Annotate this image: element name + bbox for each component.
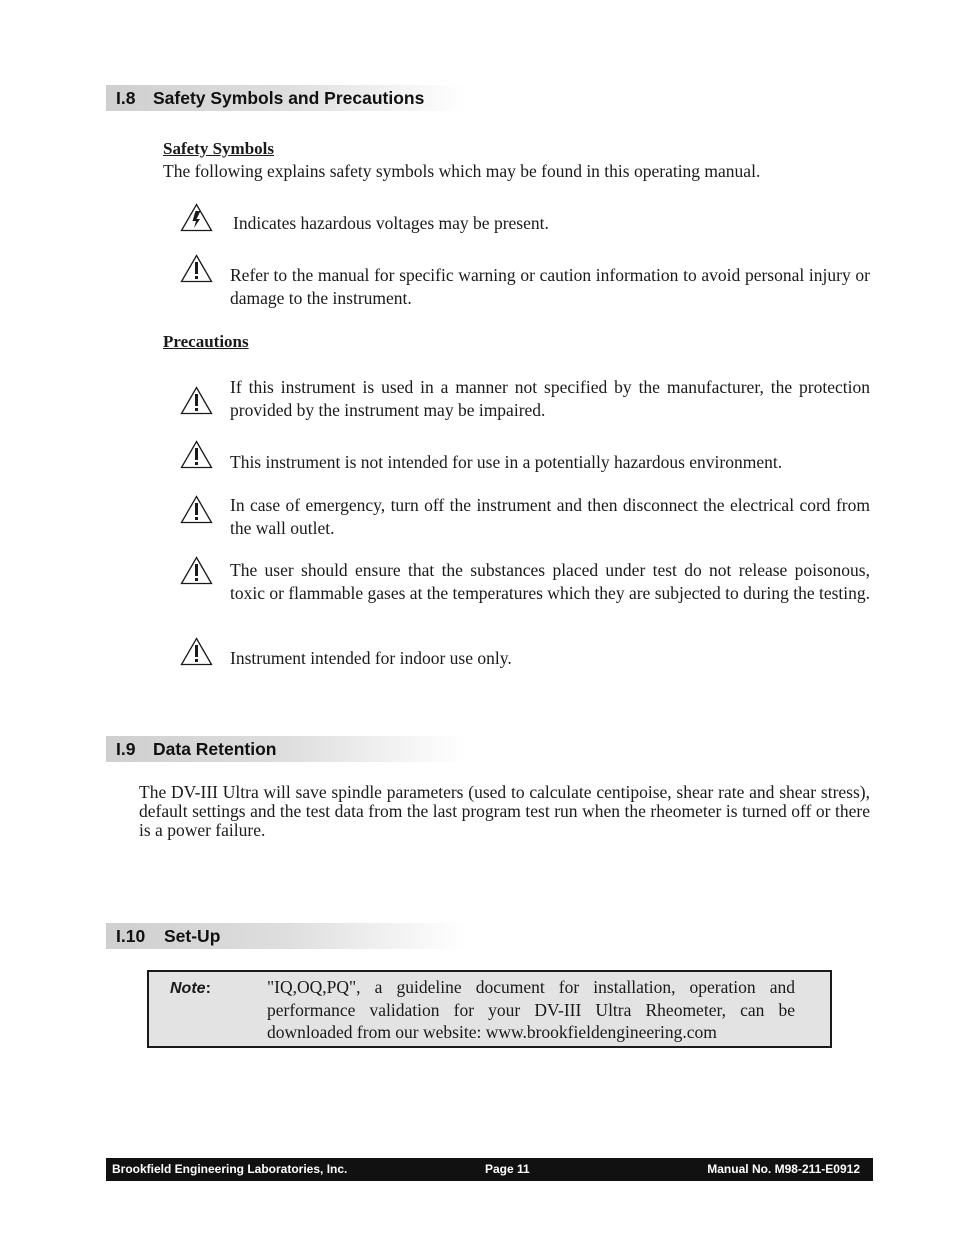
page-footer [106, 1158, 873, 1181]
precaution-item: If this instrument is used in a manner not specified by the manufacturer, the protection provided by the instrument may be impaired. [230, 377, 870, 420]
symbol-description-voltage: Indicates hazardous voltages may be present. [233, 213, 549, 233]
section-heading-safety [106, 85, 466, 111]
section-heading-data-retention [106, 736, 466, 762]
safety-symbols-heading: Safety Symbols [163, 139, 274, 158]
precaution-item: Instrument intended for indoor use only. [230, 648, 512, 668]
caution-warning-icon [180, 556, 213, 585]
precautions-heading: Precautions [163, 332, 249, 351]
caution-warning-icon [180, 386, 213, 415]
precaution-item: This instrument is not intended for use in a potentially hazardous environment. [230, 452, 783, 472]
section-number: I.9 [116, 739, 136, 759]
footer-company: Brookfield Engineering Laboratories, Inc. [112, 1162, 348, 1176]
high-voltage-warning-icon [180, 203, 213, 232]
note-text: "IQ,OQ,PQ", a guideline document for installation, operation and performance validation for your DV-III Ultra Rheometer, can be downloaded from our website: www.brookfieldengineering.com [267, 977, 795, 1042]
caution-warning-icon [180, 637, 213, 666]
note-box [147, 970, 832, 1048]
caution-warning-icon [180, 254, 213, 283]
section-title: Data Retention [153, 739, 277, 759]
footer-manual-number: Manual No. M98-211-E0912 [707, 1162, 860, 1176]
precaution-item: The user should ensure that the substances placed under test do not release poisonous, toxic or flammable gases at the temperatures which they are subjected to during the testing. [230, 560, 870, 603]
section-title: Safety Symbols and Precautions [153, 88, 425, 108]
section-number: I.8 [116, 88, 136, 108]
precaution-item: In case of emergency, turn off the instrument and then disconnect the electrical cord from the wall outlet. [230, 495, 870, 538]
footer-page-number: Page 11 [485, 1162, 530, 1176]
data-retention-body: The DV-III Ultra will save spindle parameters (used to calculate centipoise, shear rate and shear stress), default settings and the test data from the last program test run when the rheometer is turned off or there is a power failure. [139, 782, 870, 840]
caution-warning-icon [180, 495, 213, 524]
symbol-description-caution: Refer to the manual for specific warning or caution information to avoid personal injury or damage to the instrument. [230, 265, 870, 308]
safety-symbols-intro: The following explains safety symbols which may be found in this operating manual. [163, 161, 761, 181]
caution-warning-icon [180, 440, 213, 469]
section-title: Set-Up [164, 926, 221, 946]
note-label: Note: [170, 980, 211, 997]
section-number: I.10 [116, 926, 146, 946]
section-heading-setup [106, 923, 466, 949]
